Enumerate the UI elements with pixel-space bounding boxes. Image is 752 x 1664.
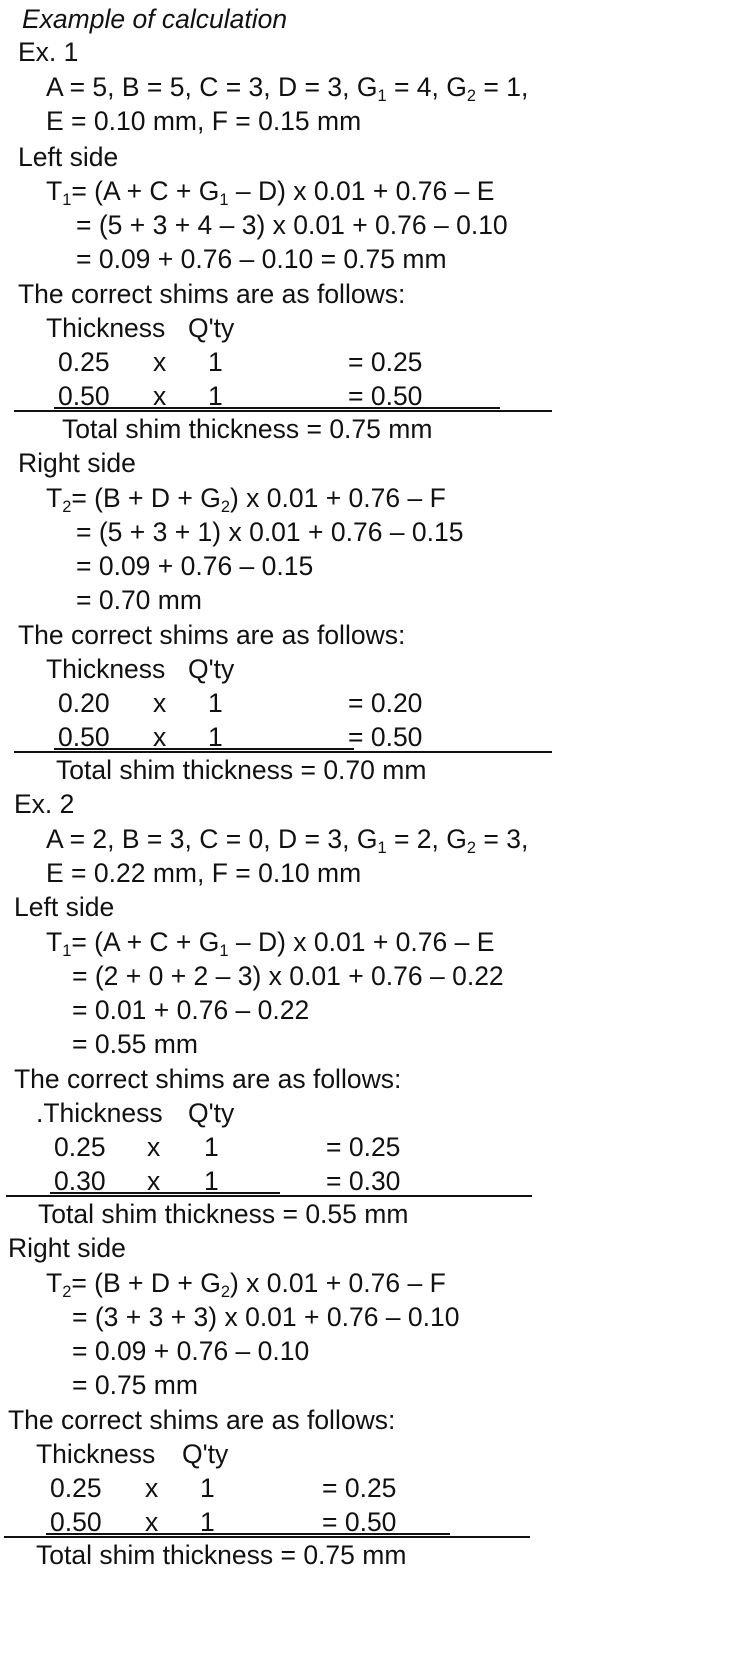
subscript: 1 bbox=[219, 190, 229, 209]
example-label: Ex. 1 bbox=[18, 37, 79, 67]
subscript: 1 bbox=[377, 838, 387, 857]
shim-thickness: 0.50 bbox=[50, 1507, 102, 1537]
formula-line bbox=[46, 481, 446, 516]
total-shim-thickness: Total shim thickness = 0.75 mm bbox=[36, 1540, 407, 1570]
formula-text: = (A + C + G bbox=[71, 176, 220, 206]
shim-thickness: 0.25 bbox=[50, 1473, 102, 1503]
shim-qty: 1 bbox=[208, 381, 223, 411]
formula-lhs: T bbox=[46, 1268, 63, 1298]
shim-thickness: 0.25 bbox=[58, 347, 110, 377]
subscript: 2 bbox=[220, 497, 230, 516]
total-shim-thickness: Total shim thickness = 0.70 mm bbox=[56, 755, 427, 785]
column-header-qty: Q'ty bbox=[188, 1098, 235, 1128]
formula-text: – D) x 0.01 + 0.76 – E bbox=[228, 176, 495, 206]
formula-line bbox=[46, 1266, 446, 1301]
shim-intro: The correct shims are as follows: bbox=[14, 1064, 402, 1094]
times-symbol: x bbox=[147, 1166, 161, 1196]
column-header-thickness: .Thickness bbox=[36, 1098, 163, 1128]
shim-result: = 0.25 bbox=[348, 347, 423, 377]
section-heading-left-side: Left side bbox=[18, 142, 119, 172]
calc-step: = (2 + 0 + 2 – 3) x 0.01 + 0.76 – 0.22 bbox=[72, 961, 504, 991]
underline bbox=[54, 748, 354, 750]
column-header-qty: Q'ty bbox=[188, 654, 235, 684]
shim-qty: 1 bbox=[204, 1132, 219, 1162]
given-text: = 3, bbox=[476, 824, 529, 854]
subscript: 2 bbox=[62, 1282, 72, 1301]
calc-step: = (5 + 3 + 4 – 3) x 0.01 + 0.76 – 0.10 bbox=[76, 210, 508, 240]
shim-thickness: 0.50 bbox=[58, 722, 110, 752]
shim-thickness: 0.30 bbox=[54, 1166, 106, 1196]
times-symbol: x bbox=[147, 1132, 161, 1162]
shim-intro: The correct shims are as follows: bbox=[18, 279, 406, 309]
given-values-line-2: E = 0.22 mm, F = 0.10 mm bbox=[46, 858, 362, 888]
calc-step: = (3 + 3 + 3) x 0.01 + 0.76 – 0.10 bbox=[72, 1302, 460, 1332]
calc-step: = 0.75 mm bbox=[72, 1370, 198, 1400]
column-header-thickness: Thickness bbox=[46, 313, 166, 343]
formula-lhs: T bbox=[46, 927, 63, 957]
subscript: 2 bbox=[62, 497, 72, 516]
shim-thickness: 0.20 bbox=[58, 688, 110, 718]
section-heading-right-side: Right side bbox=[18, 448, 136, 478]
shim-intro: The correct shims are as follows: bbox=[18, 620, 406, 650]
underline bbox=[46, 1533, 450, 1535]
formula-lhs: T bbox=[46, 483, 63, 513]
shim-thickness: 0.50 bbox=[58, 381, 110, 411]
times-symbol: x bbox=[153, 347, 167, 377]
subscript: 2 bbox=[466, 86, 476, 105]
shim-result: = 0.50 bbox=[348, 381, 423, 411]
calc-step: = 0.09 + 0.76 – 0.15 bbox=[76, 551, 314, 581]
subscript: 1 bbox=[219, 941, 229, 960]
subscript: 1 bbox=[62, 941, 72, 960]
shim-result: = 0.30 bbox=[326, 1166, 401, 1196]
shim-qty: 1 bbox=[208, 722, 223, 752]
calc-step: = (5 + 3 + 1) x 0.01 + 0.76 – 0.15 bbox=[76, 517, 464, 547]
shim-intro: The correct shims are as follows: bbox=[8, 1405, 396, 1435]
calc-step: = 0.70 mm bbox=[76, 585, 202, 615]
formula-lhs: T bbox=[46, 176, 63, 206]
subscript: 1 bbox=[62, 190, 72, 209]
calc-step: = 0.55 mm bbox=[72, 1029, 198, 1059]
shim-thickness: 0.25 bbox=[54, 1132, 106, 1162]
formula-line bbox=[46, 925, 494, 960]
calc-step: = 0.01 + 0.76 – 0.22 bbox=[72, 995, 310, 1025]
shim-result: = 0.50 bbox=[322, 1507, 397, 1537]
column-header-qty: Q'ty bbox=[188, 313, 235, 343]
times-symbol: x bbox=[153, 381, 167, 411]
formula-text: ) x 0.01 + 0.76 – F bbox=[229, 483, 446, 513]
shim-qty: 1 bbox=[208, 688, 223, 718]
section-heading-right-side: Right side bbox=[8, 1233, 126, 1263]
formula-text: ) x 0.01 + 0.76 – F bbox=[229, 1268, 446, 1298]
total-shim-thickness: Total shim thickness = 0.55 mm bbox=[38, 1199, 409, 1229]
given-values-line-1 bbox=[46, 822, 528, 857]
formula-line bbox=[46, 174, 494, 209]
subscript: 2 bbox=[220, 1282, 230, 1301]
column-header-thickness: Thickness bbox=[36, 1439, 156, 1469]
underline bbox=[54, 407, 500, 409]
column-header-thickness: Thickness bbox=[46, 654, 166, 684]
given-text: = 4, G bbox=[386, 72, 467, 102]
shim-qty: 1 bbox=[200, 1507, 215, 1537]
shim-result: = 0.50 bbox=[348, 722, 423, 752]
shim-result: = 0.20 bbox=[348, 688, 423, 718]
shim-result: = 0.25 bbox=[326, 1132, 401, 1162]
shim-qty: 1 bbox=[200, 1473, 215, 1503]
subscript: 2 bbox=[466, 838, 476, 857]
subscript: 1 bbox=[377, 86, 387, 105]
formula-text: – D) x 0.01 + 0.76 – E bbox=[228, 927, 495, 957]
shim-result: = 0.25 bbox=[322, 1473, 397, 1503]
given-text: A = 5, B = 5, C = 3, D = 3, G bbox=[46, 72, 378, 102]
page-title: Example of calculation bbox=[22, 4, 288, 34]
times-symbol: x bbox=[153, 722, 167, 752]
total-shim-thickness: Total shim thickness = 0.75 mm bbox=[62, 414, 433, 444]
given-text: = 1, bbox=[476, 72, 529, 102]
times-symbol: x bbox=[145, 1473, 159, 1503]
given-values-line-1 bbox=[46, 70, 528, 105]
given-text: A = 2, B = 3, C = 0, D = 3, G bbox=[46, 824, 378, 854]
calc-step: = 0.09 + 0.76 – 0.10 = 0.75 mm bbox=[76, 244, 447, 274]
times-symbol: x bbox=[145, 1507, 159, 1537]
section-heading-left-side: Left side bbox=[14, 892, 115, 922]
shim-qty: 1 bbox=[204, 1166, 219, 1196]
calc-step: = 0.09 + 0.76 – 0.10 bbox=[72, 1336, 310, 1366]
shim-qty: 1 bbox=[208, 347, 223, 377]
given-text: = 2, G bbox=[386, 824, 467, 854]
formula-text: = (B + D + G bbox=[71, 483, 221, 513]
column-header-qty: Q'ty bbox=[182, 1439, 229, 1469]
times-symbol: x bbox=[153, 688, 167, 718]
underline bbox=[50, 1192, 280, 1194]
formula-text: = (B + D + G bbox=[71, 1268, 221, 1298]
given-values-line-2: E = 0.10 mm, F = 0.15 mm bbox=[46, 106, 362, 136]
formula-text: = (A + C + G bbox=[71, 927, 220, 957]
example-label: Ex. 2 bbox=[14, 789, 75, 819]
